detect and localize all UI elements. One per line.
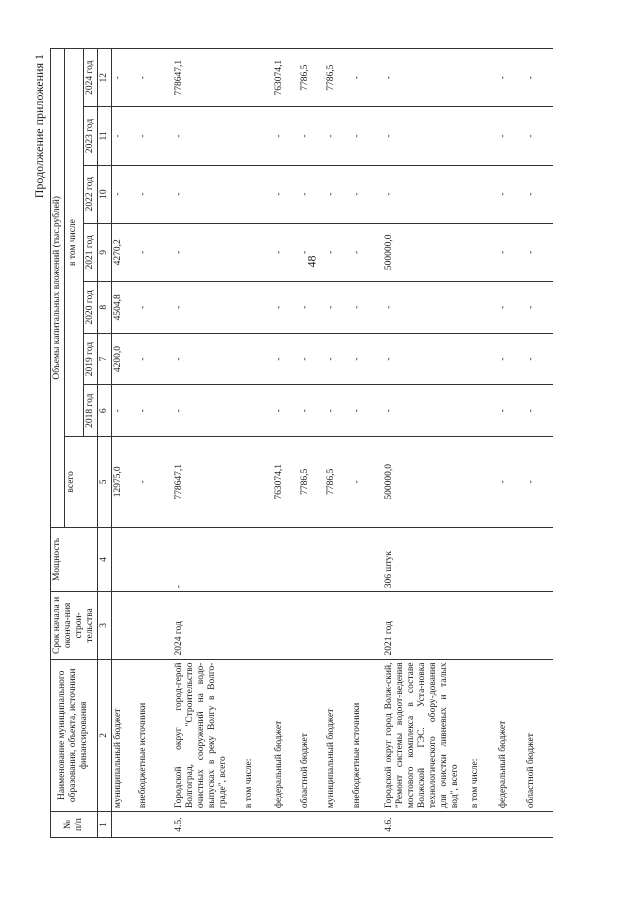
row-value: [469, 333, 497, 385]
row-capacity: -: [173, 527, 243, 592]
row-capacity: [525, 527, 553, 592]
row-value: [469, 385, 497, 437]
page-number: 48: [304, 255, 319, 268]
row-value: -: [173, 333, 243, 385]
column-index: 12: [97, 49, 111, 107]
row-name: в том числе:: [243, 659, 273, 812]
header-year: 2020 год: [83, 281, 97, 333]
row-value: 500000,0: [383, 223, 469, 281]
row-value: -: [497, 385, 525, 437]
row-value: -: [497, 437, 525, 528]
column-index: 5: [97, 437, 111, 528]
row-value: 4504,8: [111, 281, 137, 333]
row-value: -: [137, 49, 173, 107]
column-index: 1: [97, 812, 111, 838]
row-name: муниципальный бюджет: [325, 659, 351, 812]
column-index: 7: [97, 333, 111, 385]
row-value: -: [351, 385, 383, 437]
row-value: -: [325, 107, 351, 165]
row-value: -: [383, 107, 469, 165]
row-value: -: [173, 107, 243, 165]
row-value: -: [525, 333, 553, 385]
row-value: -: [299, 165, 325, 223]
header-year: 2018 год: [83, 385, 97, 437]
row-name: Городской округ город Волж-ский, "Ремонт системы водоот-ведения мостового комплекса в составе Волжской ГЭС. Уста-новка технологического обору-дования для очистки ливневых и талых вод", всего: [383, 659, 469, 812]
row-value: [243, 107, 273, 165]
row-period: [299, 592, 325, 659]
row-capacity: [325, 527, 351, 592]
row-value: [243, 333, 273, 385]
row-value: -: [351, 49, 383, 107]
row-name: областной бюджет: [299, 659, 325, 812]
row-capacity: [351, 527, 383, 592]
row-value: -: [299, 223, 325, 281]
row-value: -: [173, 165, 243, 223]
column-index: 2: [97, 659, 111, 812]
row-value: -: [351, 437, 383, 528]
row-value: [469, 281, 497, 333]
row-number: [273, 812, 299, 838]
row-value: -: [137, 223, 173, 281]
row-name: внебюджетные источники: [137, 659, 173, 812]
row-capacity: [299, 527, 325, 592]
row-value: -: [497, 281, 525, 333]
row-value: -: [299, 281, 325, 333]
row-value: -: [525, 223, 553, 281]
table-row: [137, 49, 173, 838]
row-value: -: [137, 333, 173, 385]
header-num: № п/п: [51, 812, 98, 838]
row-value: -: [273, 223, 299, 281]
header-year: 2019 год: [83, 333, 97, 385]
row-number: 4.5.: [173, 812, 243, 838]
row-value: -: [273, 385, 299, 437]
row-number: [243, 812, 273, 838]
row-number: [469, 812, 497, 838]
column-index: 3: [97, 592, 111, 659]
row-value: 7786,5: [325, 49, 351, 107]
row-capacity: [497, 527, 525, 592]
table-row: [273, 49, 299, 838]
row-period: [243, 592, 273, 659]
row-value: [243, 385, 273, 437]
table-row: [383, 49, 469, 838]
table-row: [111, 49, 137, 838]
row-value: -: [351, 165, 383, 223]
row-value: [469, 223, 497, 281]
row-value: -: [173, 223, 243, 281]
header-capacity: Мощность: [51, 527, 98, 592]
row-period: [497, 592, 525, 659]
header-volumes: Объемы капитальных вложений (тыс.рублей): [51, 49, 65, 528]
row-capacity: [273, 527, 299, 592]
row-number: [111, 812, 137, 838]
table-row: [525, 49, 553, 838]
row-value: [469, 107, 497, 165]
row-number: [351, 812, 383, 838]
table-row: [469, 49, 497, 838]
row-value: -: [497, 49, 525, 107]
row-period: [137, 592, 173, 659]
header-year: 2021 год: [83, 223, 97, 281]
row-period: 2024 год: [173, 592, 243, 659]
row-value: -: [173, 385, 243, 437]
header-period: Срок начала и оконча-ния строи-тельства: [51, 592, 98, 659]
row-value: -: [497, 223, 525, 281]
row-value: -: [111, 49, 137, 107]
row-value: -: [525, 107, 553, 165]
row-value: 12975,0: [111, 437, 137, 528]
row-value: -: [273, 281, 299, 333]
row-capacity: [111, 527, 137, 592]
row-capacity: [469, 527, 497, 592]
row-value: -: [525, 165, 553, 223]
table-row: [243, 49, 273, 838]
row-value: 4270,2: [111, 223, 137, 281]
row-value: -: [137, 385, 173, 437]
row-value: -: [525, 437, 553, 528]
row-value: -: [383, 165, 469, 223]
row-value: -: [325, 385, 351, 437]
row-value: -: [525, 281, 553, 333]
row-name: внебюджетные источники: [351, 659, 383, 812]
row-value: -: [351, 223, 383, 281]
row-value: -: [299, 385, 325, 437]
header-year: 2022 год: [83, 165, 97, 223]
row-value: -: [173, 281, 243, 333]
row-value: -: [325, 165, 351, 223]
row-name: федеральный бюджет: [273, 659, 299, 812]
row-value: 7786,5: [299, 49, 325, 107]
row-value: -: [325, 281, 351, 333]
row-name: федеральный бюджет: [497, 659, 525, 812]
row-value: -: [273, 333, 299, 385]
row-value: 778647,1: [173, 49, 243, 107]
row-value: -: [325, 333, 351, 385]
header-name: Наименование муниципального образования, объекта, источники финансирования: [51, 659, 98, 812]
row-period: 2021 год: [383, 592, 469, 659]
row-value: -: [383, 333, 469, 385]
row-capacity: [243, 527, 273, 592]
row-period: [273, 592, 299, 659]
capital-investment-table: [50, 48, 553, 838]
row-value: -: [273, 165, 299, 223]
row-value: -: [299, 333, 325, 385]
table-row: [497, 49, 525, 838]
row-value: -: [525, 385, 553, 437]
row-value: [469, 49, 497, 107]
row-value: -: [383, 281, 469, 333]
row-value: 500000,0: [383, 437, 469, 528]
header-including: в том числе: [64, 49, 83, 437]
row-capacity: [137, 527, 173, 592]
row-value: -: [383, 49, 469, 107]
row-period: [525, 592, 553, 659]
continuation-label: Продолжение приложения 1: [32, 54, 46, 199]
row-value: [243, 281, 273, 333]
row-value: -: [383, 385, 469, 437]
table-row: [325, 49, 351, 838]
row-value: -: [325, 223, 351, 281]
row-value: [243, 437, 273, 528]
row-value: -: [111, 107, 137, 165]
row-value: [469, 437, 497, 528]
column-index: 11: [97, 107, 111, 165]
row-value: -: [137, 281, 173, 333]
rotated-table-area: [32, 48, 615, 838]
row-value: -: [299, 107, 325, 165]
row-value: [243, 165, 273, 223]
row-number: [325, 812, 351, 838]
column-index: 4: [97, 527, 111, 592]
row-value: 763074,1: [273, 49, 299, 107]
row-value: -: [497, 165, 525, 223]
row-value: -: [111, 385, 137, 437]
table-row: [173, 49, 243, 838]
column-index: 6: [97, 385, 111, 437]
row-value: [243, 49, 273, 107]
row-number: [525, 812, 553, 838]
row-name: Городской округ город-герой Волгоград, "Строительство очистных сооружений на водо-выпусках в реку Волгу в Волго-граде", всего: [173, 659, 243, 812]
table-row: [351, 49, 383, 838]
row-name: в том числе:: [469, 659, 497, 812]
row-number: 4.6.: [383, 812, 469, 838]
header-year: 2024 год: [83, 49, 97, 107]
row-period: [325, 592, 351, 659]
row-number: [299, 812, 325, 838]
table-body: [111, 49, 553, 838]
row-value: [243, 223, 273, 281]
row-value: 7786,5: [325, 437, 351, 528]
row-value: [469, 165, 497, 223]
row-name: областной бюджет: [525, 659, 553, 812]
row-period: [111, 592, 137, 659]
column-index: 9: [97, 223, 111, 281]
row-period: [351, 592, 383, 659]
row-value: 7786,5: [299, 437, 325, 528]
row-value: -: [351, 333, 383, 385]
column-index: 8: [97, 281, 111, 333]
row-value: 4200,0: [111, 333, 137, 385]
row-value: -: [111, 165, 137, 223]
row-value: -: [137, 165, 173, 223]
row-value: -: [497, 333, 525, 385]
row-value: -: [351, 107, 383, 165]
row-value: 763074,1: [273, 437, 299, 528]
row-value: -: [273, 107, 299, 165]
row-name: муниципальный бюджет: [111, 659, 137, 812]
table-row: [299, 49, 325, 838]
header-total: всего: [64, 437, 97, 528]
row-value: -: [525, 49, 553, 107]
row-value: -: [497, 107, 525, 165]
row-number: [497, 812, 525, 838]
row-period: [469, 592, 497, 659]
row-number: [137, 812, 173, 838]
row-value: -: [137, 107, 173, 165]
row-value: -: [137, 437, 173, 528]
column-index: 10: [97, 165, 111, 223]
row-value: -: [351, 281, 383, 333]
row-capacity: 306 штук: [383, 527, 469, 592]
header-year: 2023 год: [83, 107, 97, 165]
row-value: 778647,1: [173, 437, 243, 528]
